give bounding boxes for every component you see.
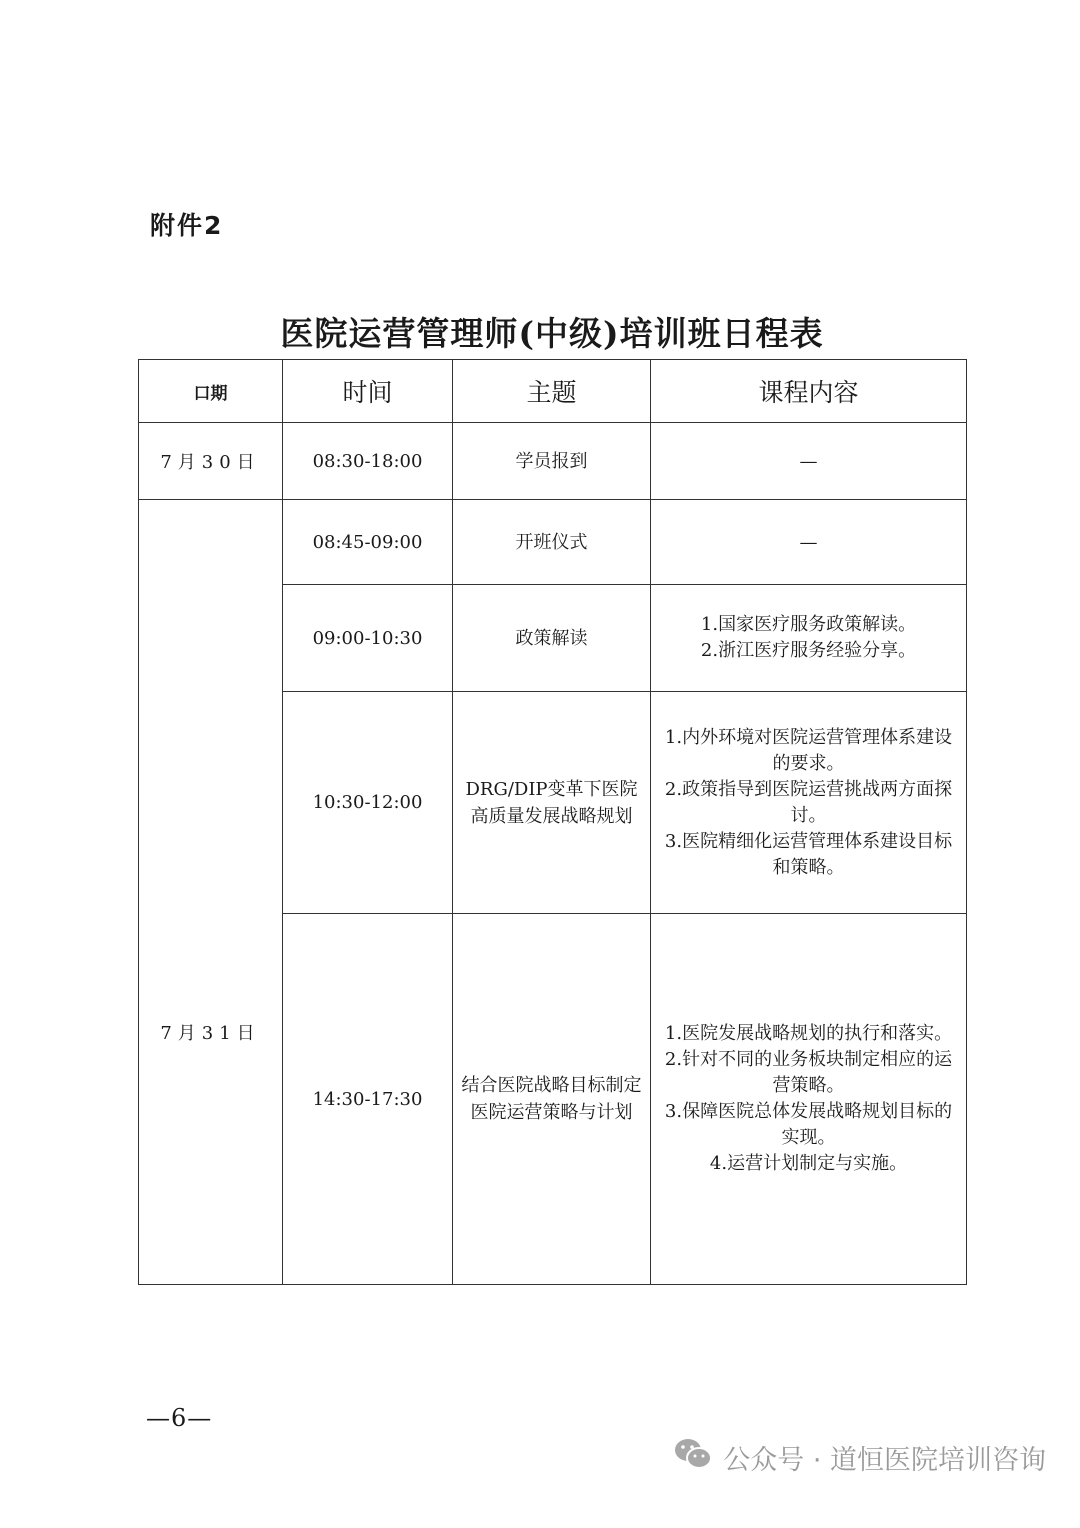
time-cell: 08:45-09:00 xyxy=(283,500,453,585)
content-line: 2.针对不同的业务板块制定相应的运营策略。 xyxy=(664,1049,953,1096)
content-line: 1.国家医疗服务政策解读。 xyxy=(700,614,917,635)
footer-text: 公众号 · 道恒医院培训咨询 xyxy=(723,1445,1046,1476)
content-line: 1.内外环境对医院运营管理体系建设的要求。 xyxy=(664,726,953,774)
header-topic: 主题 xyxy=(453,360,651,423)
table-row xyxy=(139,423,967,500)
content-line: 2.政策指导到医院运营挑战两方面探讨。 xyxy=(664,778,953,826)
content-cell: — xyxy=(651,500,967,585)
content-line: 3.保障医院总体发展战略规划目标的实现。 xyxy=(664,1101,953,1148)
page-number: —6— xyxy=(146,1404,213,1432)
content-cell xyxy=(651,914,967,1285)
time-cell: 09:00-10:30 xyxy=(283,585,453,692)
time-cell: 08:30-18:00 xyxy=(283,423,453,500)
topic-cell: 政策解读 xyxy=(453,585,651,692)
schedule-table xyxy=(138,359,967,1285)
watermark-footer xyxy=(673,1436,1046,1479)
header-content: 课程内容 xyxy=(651,360,967,423)
attachment-label: 附件2 xyxy=(150,211,224,240)
header-date: 口期 xyxy=(139,360,283,423)
date-cell: 7月31日 xyxy=(139,500,283,1285)
header-row xyxy=(139,360,967,423)
date-cell: 7月30日 xyxy=(139,423,283,500)
header-time: 时间 xyxy=(283,360,453,423)
topic-cell: 学员报到 xyxy=(453,423,651,500)
content-line: 3.医院精细化运营管理体系建设目标和策略。 xyxy=(664,830,953,878)
content-cell xyxy=(651,692,967,914)
content-line: 2.浙江医疗服务经验分享。 xyxy=(700,640,917,661)
content-cell xyxy=(651,585,967,692)
wechat-icon xyxy=(673,1436,713,1479)
time-cell: 14:30-17:30 xyxy=(283,914,453,1285)
content-line: 4.运营计划制定与实施。 xyxy=(709,1153,908,1174)
topic-cell: 开班仪式 xyxy=(453,500,651,585)
content-line: 1.医院发展战略规划的执行和落实。 xyxy=(664,1023,953,1044)
time-cell: 10:30-12:00 xyxy=(283,692,453,914)
table-row xyxy=(139,500,967,585)
topic-cell: 结合医院战略目标制定医院运营策略与计划 xyxy=(453,914,651,1285)
content-cell: — xyxy=(651,423,967,500)
topic-cell: DRG/DIP变革下医院高质量发展战略规划 xyxy=(453,692,651,914)
document-title: 医院运营管理师(中级)培训班日程表 xyxy=(280,314,824,353)
